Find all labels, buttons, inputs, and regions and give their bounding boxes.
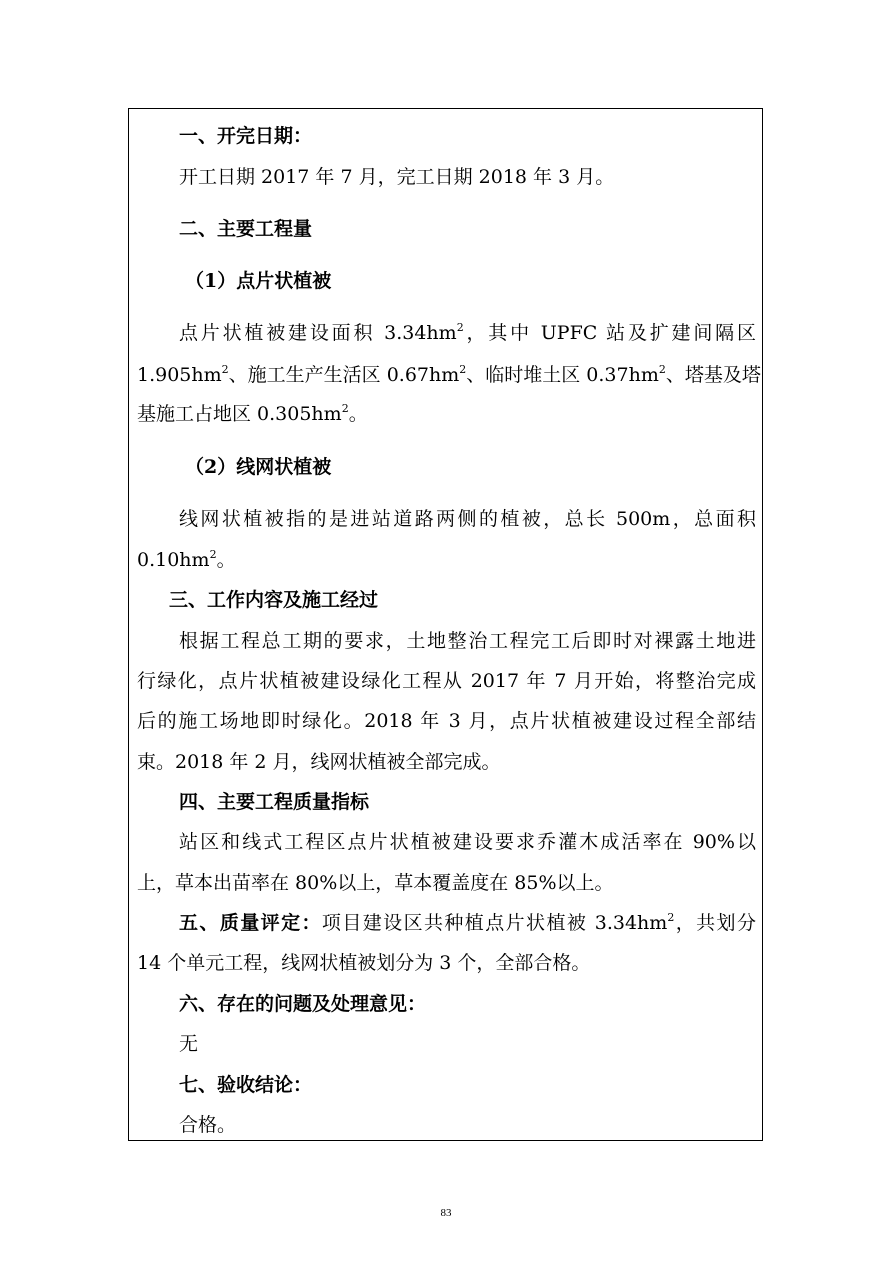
assessment-line2: 14 个单元工程，线网状植被划分为 3 个，全部合格。 (137, 952, 591, 974)
quantities-heading: 二、主要工程量 (179, 218, 313, 240)
quality-line2: 上，草本出苗率在 80%以上，草本覆盖度在 85%以上。 (137, 872, 614, 894)
page-number: 83 (440, 1207, 452, 1219)
quality-line1: 站区和线式工程区点片状植被建设要求乔灌木成活率在 90%以 (179, 831, 756, 853)
conclusion-heading: 七、验收结论： (179, 1074, 313, 1096)
work-line4: 束。2018 年 2 月，线网状植被全部完成。 (137, 751, 501, 773)
point-vegetation-line2: $1.905hm^2$、施工生产生活区 $0.67hm^2$、临时堆土区 $0.37hm^2$、塔基及塔 (137, 362, 761, 386)
point-vegetation-line3: 基施工占地区 $0.305hm^2$。 (137, 401, 368, 425)
report-frame (128, 108, 763, 1141)
conclusion-text: 合格。 (179, 1114, 237, 1136)
work-line1: 根据工程总工期的要求，土地整治工程完工后即时对裸露土地进 (179, 630, 756, 652)
work-line2: 行绿化，点片状植被建设绿化工程从 2017 年 7 月开始，将整治完成 (137, 670, 756, 692)
point-vegetation-line1: 点片状植被建设面积 $3.34hm^2$，其中 UPFC 站及扩建间隔区 (179, 320, 756, 344)
issues-text: 无 (179, 1033, 199, 1055)
assessment-line1: 五、质量评定：项目建设区共种植点片状植被 $3.34hm^2$，共划分 (179, 910, 756, 934)
point-vegetation-heading: （1）点片状植被 (185, 270, 332, 292)
line-vegetation-heading: （2）线网状植被 (185, 456, 332, 478)
line-vegetation-line2: $0.10hm^2$。 (137, 547, 236, 571)
work-line3: 后的施工场地即时绿化。2018 年 3 月，点片状植被建设过程全部结 (137, 710, 756, 732)
work-heading: 三、工作内容及施工经过 (169, 589, 379, 611)
line-vegetation-line1: 线网状植被指的是进站道路两侧的植被，总长 500m，总面积 (179, 508, 756, 530)
quality-heading: 四、主要工程质量指标 (179, 791, 370, 813)
dates-heading: 一、开完日期： (179, 125, 313, 147)
dates-text: 开工日期 2017 年 7 月，完工日期 2018 年 3 月。 (179, 166, 615, 188)
issues-heading: 六、存在的问题及处理意见： (179, 993, 427, 1015)
